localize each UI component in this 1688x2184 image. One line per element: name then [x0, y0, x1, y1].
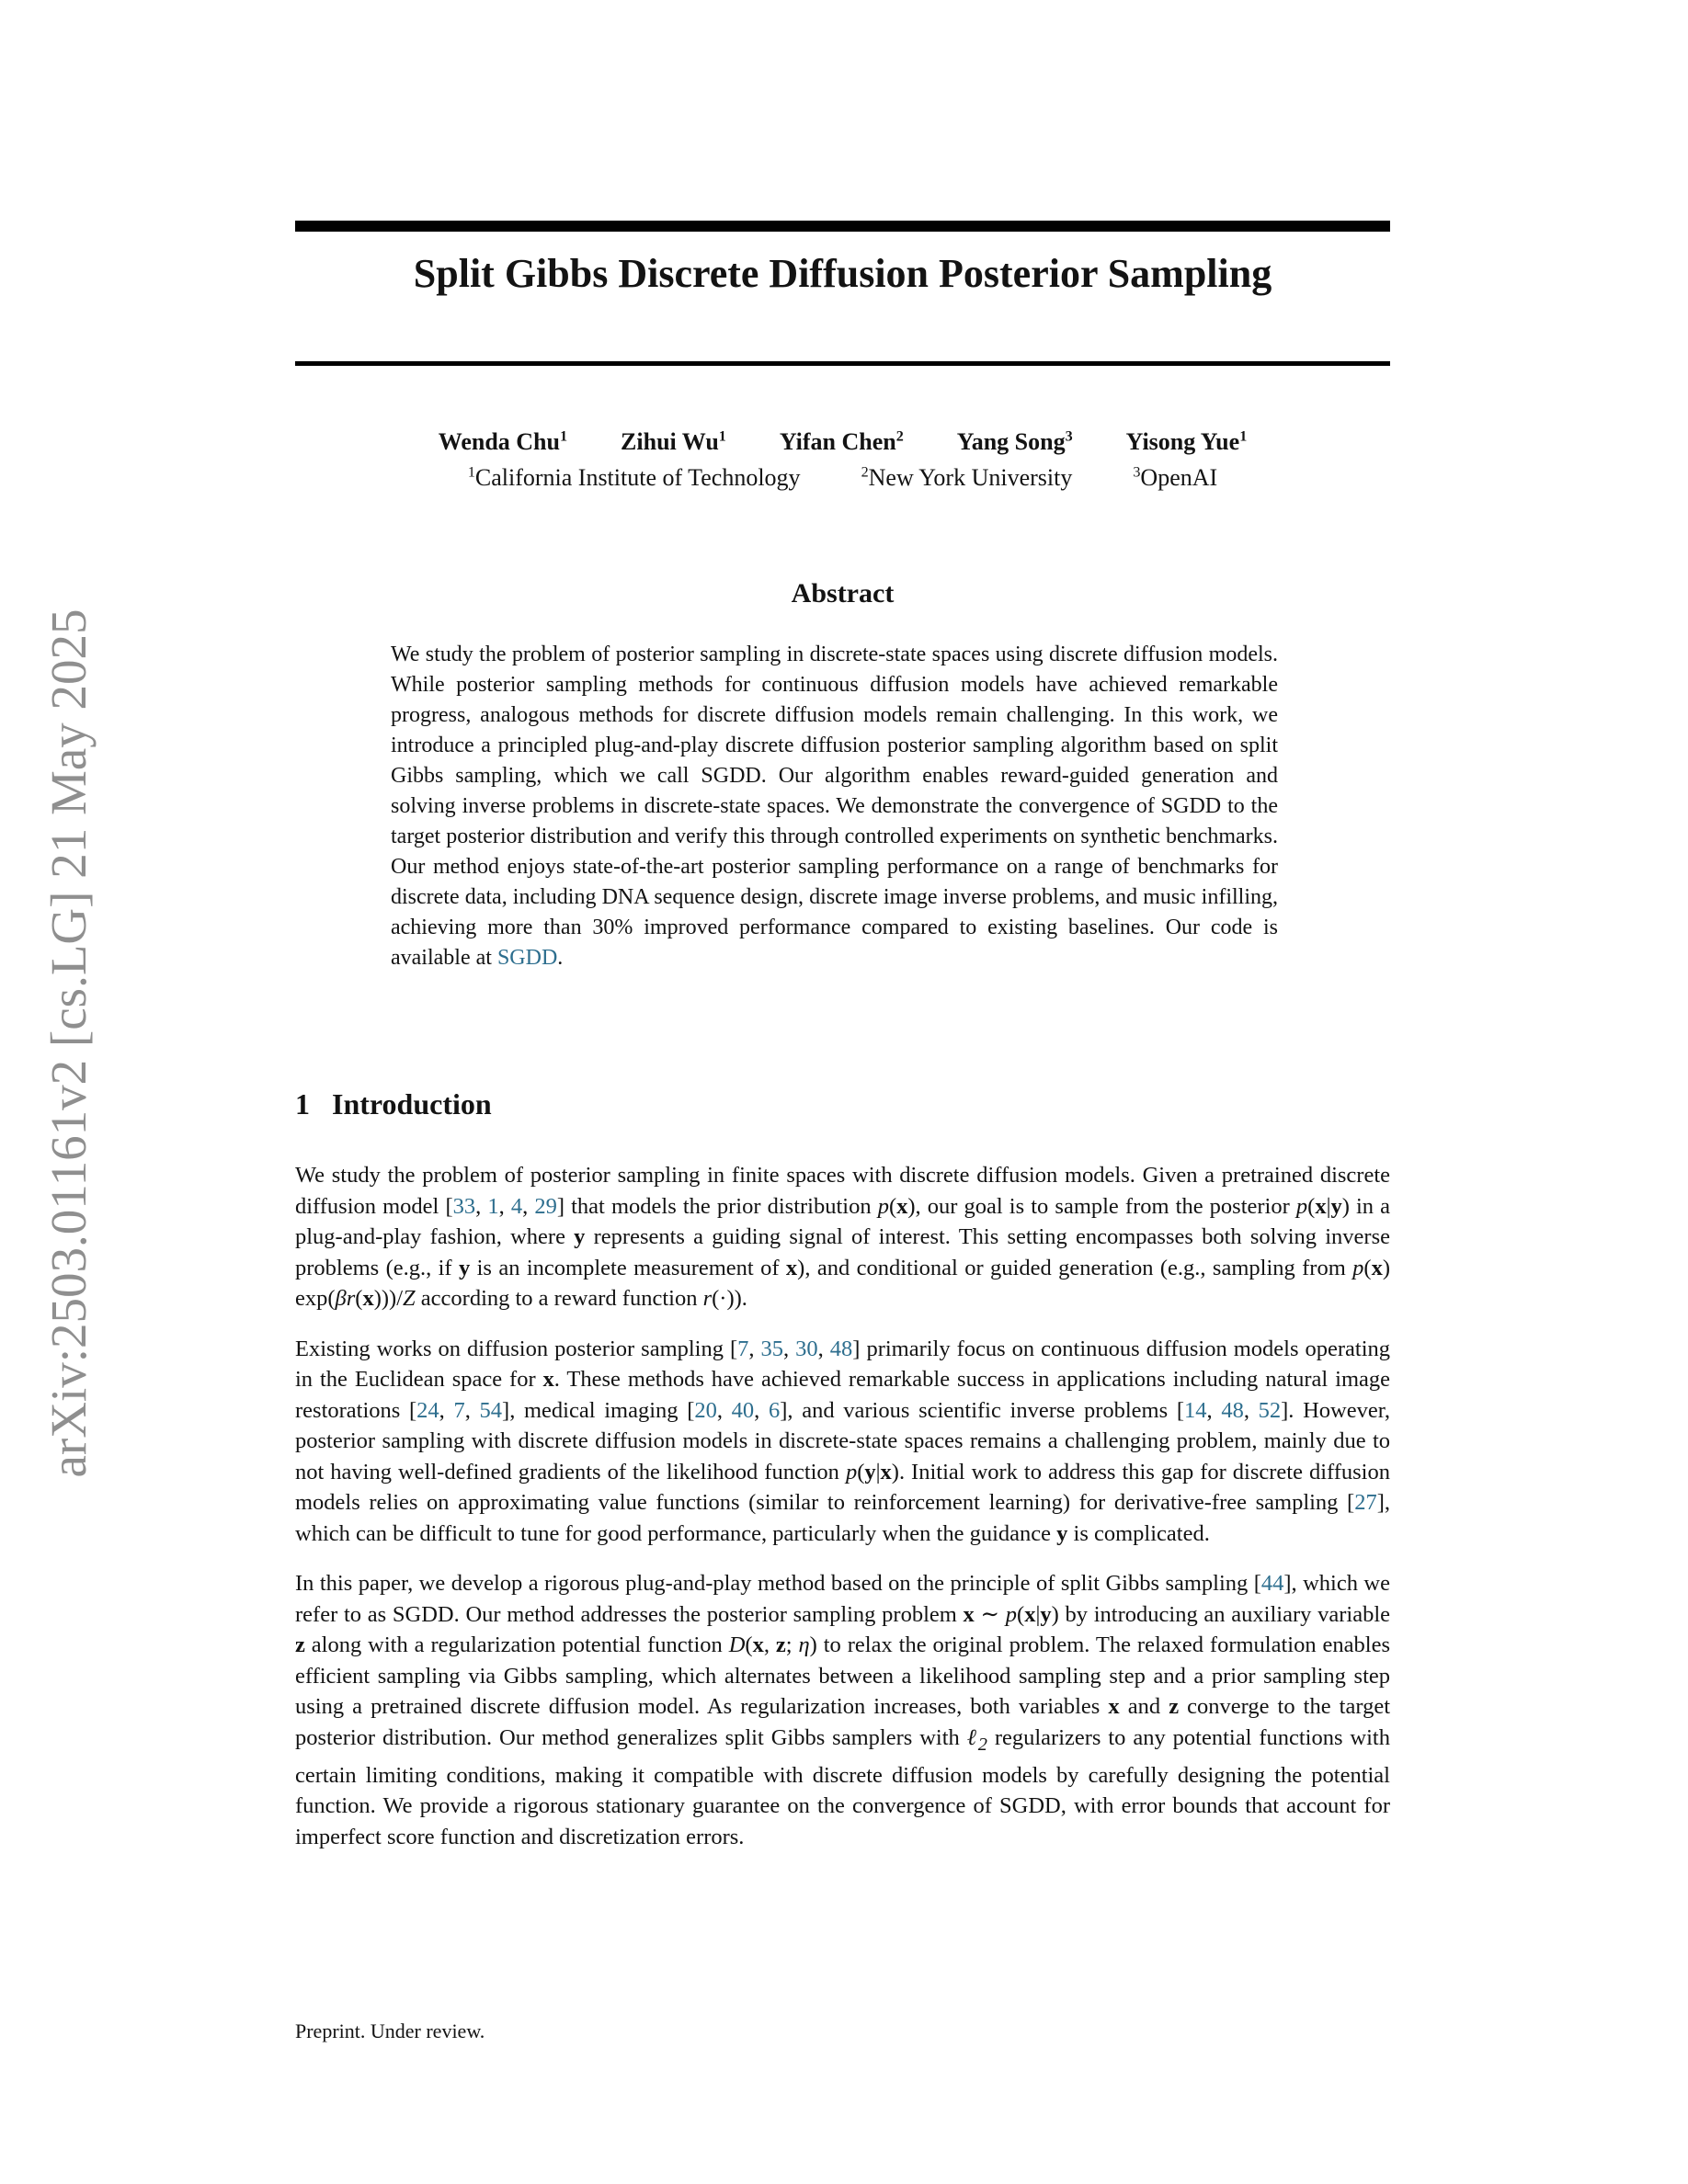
text-segment: . Initial work to address this gap for discrete diffusion models relies on approximating value functions (similar to reinforcement learning) for derivative-free sampling [: [295, 1459, 1390, 1515]
author: [1126, 428, 1248, 456]
text-segment: ) in a plug-and-play fashion, where: [295, 1193, 1391, 1249]
math-inline: Z: [403, 1286, 416, 1311]
citation-link[interactable]: 33: [452, 1193, 476, 1219]
abstract-text: [391, 640, 1278, 973]
author: [621, 428, 726, 456]
citation-link[interactable]: 1: [487, 1193, 499, 1219]
math-inline: p: [1295, 1193, 1308, 1219]
text-segment: ,: [763, 1632, 776, 1657]
text-segment: ], which can be difficult to tune for good performance, particularly when the guidance: [295, 1490, 1390, 1546]
math-inline: ℓ: [966, 1724, 978, 1750]
body-paragraph: [295, 1568, 1390, 1852]
affiliation-name: California Institute of Technology: [474, 464, 801, 491]
math-inline: x: [1315, 1193, 1327, 1219]
text-segment: |: [1035, 1601, 1041, 1627]
text-segment: regularizers to any potential functions with certain limiting conditions, making it compatible with discrete diffusion models by carefully designing the potential function. We provide a rigorous stationary guarantee on the convergence of SGDD, with error bounds that account for imperfect score function and discretization errors.: [295, 1724, 1390, 1849]
text-segment: |: [1326, 1193, 1331, 1219]
text-segment: ,: [1243, 1397, 1259, 1423]
text-segment: ], which we refer to as SGDD. Our method addresses the posterior sampling problem: [295, 1571, 1390, 1627]
author-row: [295, 428, 1390, 456]
math-inline: p: [1005, 1601, 1018, 1627]
section-title: Introduction: [332, 1087, 492, 1120]
text-segment: (: [1307, 1193, 1316, 1219]
text-segment: |: [875, 1459, 881, 1484]
text-segment: (·)).: [712, 1286, 747, 1311]
math-inline: z: [295, 1632, 305, 1657]
text-segment: ), our goal is to sample from the posterior: [907, 1193, 1296, 1219]
math-inline: y: [864, 1459, 876, 1484]
citation-link[interactable]: 27: [1354, 1490, 1377, 1515]
footer-note: Preprint. Under review.: [295, 2019, 485, 2042]
affiliation-mark: 1: [467, 464, 475, 481]
math-inline: y: [1056, 1520, 1068, 1546]
text-segment: ;: [785, 1632, 799, 1657]
text-segment: ,: [783, 1336, 796, 1361]
citation-link[interactable]: 40: [731, 1397, 755, 1423]
citation-link[interactable]: 4: [510, 1193, 523, 1219]
text-segment: ) to relax the original problem. The relaxed formulation enables efficient sampling via Gibbs sampling, which alternates between a likelihood sampling step and a prior sampling step using a pretrained discrete diffusion model. As regularization increases, both variables: [295, 1632, 1391, 1719]
author-affiliation-mark: 1: [718, 428, 726, 445]
math-inline: 2: [977, 1734, 987, 1755]
text-segment: ,: [522, 1193, 535, 1219]
text-segment: We study the problem of posterior sampling in discrete-state spaces using discrete diffusion models. While posterior sampling methods for continuous diffusion models have achieved remarkable progress, analogous methods for discrete diffusion models remain challenging. In this work, we introduce a principled plug-and-play discrete diffusion posterior sampling algorithm based on split Gibbs sampling, which we call SGDD. Our algorithm enables reward-guided generation and solving inverse problems in discrete-state spaces. We demonstrate the convergence of SGDD to the target posterior distribution and verify this through controlled experiments on synthetic benchmarks. Our method enjoys state-of-the-art posterior sampling performance on a range of benchmarks for discrete data, including DNA sequence design, discrete image inverse problems, and music infilling, achieving more than 30% improved performance compared to existing baselines. Our code is available at: [391, 643, 1278, 970]
text-segment: (: [857, 1459, 865, 1484]
text-segment: ] primarily focus on continuous diffusion models operating in the Euclidean space for: [295, 1336, 1391, 1392]
body-paragraph: [295, 1160, 1390, 1314]
author: [439, 428, 567, 456]
text-segment: ,: [1206, 1397, 1222, 1423]
math-inline: x: [1108, 1694, 1120, 1719]
page-title: Split Gibbs Discrete Diffusion Posterior Sampling: [413, 251, 1272, 296]
citation-link[interactable]: 29: [534, 1193, 557, 1219]
section-number: 1: [295, 1087, 310, 1120]
affiliation-mark: 2: [861, 464, 869, 481]
text-segment: represents a guiding signal of interest. This setting encompasses both solving inverse problems (e.g., if: [295, 1224, 1390, 1280]
text-segment: (: [745, 1632, 753, 1657]
math-inline: x: [785, 1255, 798, 1280]
affiliation-name: New York University: [868, 464, 1073, 491]
text-segment: .: [557, 946, 564, 970]
affiliation-name: OpenAI: [1140, 464, 1218, 491]
math-inline: z: [1169, 1694, 1180, 1719]
math-inline: p: [877, 1193, 889, 1219]
affiliation-row: [295, 464, 1390, 492]
text-segment: (: [1363, 1255, 1372, 1280]
text-segment: ,: [817, 1336, 830, 1361]
author-affiliation-mark: 2: [895, 428, 904, 445]
text-segment: ) by introducing an auxiliary variable: [1051, 1601, 1390, 1627]
math-inline: r: [702, 1286, 713, 1311]
math-inline: x: [1371, 1255, 1383, 1280]
citation-link[interactable]: 24: [416, 1397, 439, 1423]
math-inline: x: [1024, 1601, 1036, 1627]
text-segment: ,: [754, 1397, 769, 1423]
text-segment: ], medical imaging [: [502, 1397, 695, 1423]
arxiv-watermark: arXiv:2503.01161v2 [cs.LG] 21 May 2025: [40, 609, 97, 1478]
citation-link[interactable]: 7: [737, 1336, 749, 1361]
section-heading: [295, 1086, 1390, 1121]
text-segment: ,: [716, 1397, 732, 1423]
abstract-section: [295, 577, 1390, 973]
title-rule-top: [295, 221, 1390, 232]
citation-link[interactable]: 14: [1184, 1397, 1207, 1423]
text-segment: ) exp(: [295, 1255, 1391, 1311]
abstract-heading: Abstract: [791, 578, 895, 609]
text-segment: ): [891, 1459, 899, 1484]
author: [957, 428, 1073, 456]
citation-link[interactable]: 35: [760, 1336, 784, 1361]
affiliation: [468, 464, 801, 492]
text-segment: ], and various scientific inverse problems [: [780, 1397, 1184, 1423]
text-segment: is an incomplete measurement of: [470, 1255, 786, 1280]
citation-link[interactable]: 52: [1258, 1397, 1282, 1423]
text-segment: (: [355, 1286, 363, 1311]
introduction-section: [295, 1086, 1390, 1852]
citation-link[interactable]: 48: [829, 1336, 853, 1361]
math-inline: x: [896, 1193, 908, 1219]
title-rule-bottom: [295, 361, 1390, 366]
text-segment: is complicated.: [1067, 1520, 1210, 1546]
text-segment: In this paper, we develop a rigorous plug-and-play method based on the principle of split Gibbs sampling [: [295, 1571, 1261, 1596]
text-segment: ∼: [974, 1601, 1006, 1627]
text-segment: along with a regularization potential function: [304, 1632, 729, 1657]
math-inline: x: [880, 1459, 892, 1484]
text-segment: ,: [439, 1397, 454, 1423]
author-name: Yifan Chen: [779, 428, 896, 455]
math-inline: y: [1330, 1193, 1342, 1219]
body-paragraph: [295, 1334, 1390, 1550]
text-segment: ,: [475, 1193, 488, 1219]
author: [780, 428, 904, 456]
math-inline: y: [574, 1224, 586, 1249]
citation-link[interactable]: 6: [768, 1397, 781, 1423]
text-segment: ,: [498, 1193, 511, 1219]
math-inline: z: [775, 1632, 786, 1657]
math-inline: y: [458, 1255, 471, 1280]
math-inline: D: [728, 1632, 746, 1657]
author-affiliation-mark: 3: [1065, 428, 1073, 445]
text-segment: ,: [748, 1336, 761, 1361]
author-name: Wenda Chu: [438, 428, 560, 455]
text-segment: ] that models the prior distribution: [556, 1193, 878, 1219]
math-inline: x: [362, 1286, 374, 1311]
citation-link[interactable]: 54: [479, 1397, 503, 1423]
citation-link[interactable]: 30: [795, 1336, 818, 1361]
math-inline: βr: [335, 1286, 356, 1311]
math-inline: p: [845, 1459, 858, 1484]
author-name: Yang Song: [956, 428, 1066, 455]
text-segment: Existing works on diffusion posterior sampling [: [295, 1336, 738, 1361]
math-inline: x: [963, 1601, 975, 1627]
author-affiliation-mark: 1: [1239, 428, 1248, 445]
math-inline: x: [752, 1632, 764, 1657]
citation-link[interactable]: 20: [694, 1397, 717, 1423]
text-segment: ), and conditional or guided generation (e.g., sampling from: [797, 1255, 1353, 1280]
text-segment: and: [1119, 1694, 1169, 1719]
math-inline: η: [798, 1632, 810, 1657]
citation-link[interactable]: 7: [453, 1397, 465, 1423]
text-segment: (: [888, 1193, 897, 1219]
text-segment: . These methods have achieved remarkable success in applications including natural image restorations [: [295, 1367, 1390, 1423]
text-segment: ,: [464, 1397, 480, 1423]
inline-link[interactable]: SGDD: [496, 946, 558, 970]
text-segment: according to a reward function: [415, 1286, 703, 1311]
author-name: Yisong Yue: [1125, 428, 1240, 455]
text-segment: We study the problem of posterior sampling in finite spaces with discrete diffusion models. Given a pretrained discrete diffusion model [: [295, 1163, 1390, 1219]
text-segment: ]. However, posterior sampling with discrete diffusion models in discrete-state spaces remains a challenging problem, mainly due to not having well-defined gradients of the likelihood function: [295, 1397, 1391, 1484]
math-inline: p: [1352, 1255, 1364, 1280]
author-affiliation-mark: 1: [559, 428, 568, 445]
math-inline: y: [1040, 1601, 1052, 1627]
citation-link[interactable]: 44: [1260, 1571, 1284, 1596]
affiliation: [1133, 464, 1217, 492]
text-segment: (: [1017, 1601, 1025, 1627]
affiliation: [861, 464, 1073, 492]
author-name: Zihui Wu: [621, 428, 719, 455]
text-segment: )))/: [373, 1286, 404, 1311]
affiliation-mark: 3: [1133, 464, 1141, 481]
math-inline: x: [542, 1367, 554, 1392]
citation-link[interactable]: 48: [1221, 1397, 1244, 1423]
text-segment: converge to the target posterior distribution. Our method generalizes split Gibbs samplers with: [295, 1694, 1390, 1750]
